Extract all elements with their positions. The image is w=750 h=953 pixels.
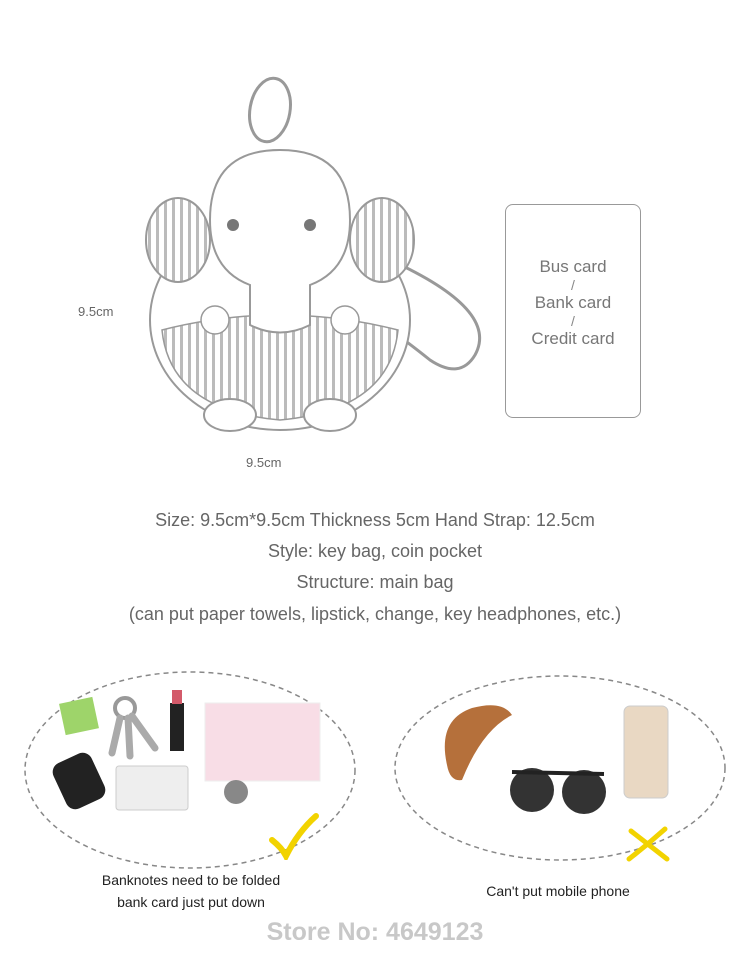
check-icon bbox=[268, 812, 320, 860]
spec-structure: Structure: main bag bbox=[296, 572, 454, 592]
card-separator: / bbox=[571, 277, 575, 293]
card-line-bank: Bank card bbox=[534, 293, 612, 312]
height-dimension: 9.5cm bbox=[78, 304, 114, 319]
left-caption-2: bank card just put down bbox=[117, 894, 265, 910]
cross-icon bbox=[625, 825, 671, 863]
spec-contents: (can put paper towels, lipstick, change, key headphones, etc.) bbox=[128, 604, 622, 624]
store-watermark: Store No: 4649123 bbox=[266, 918, 484, 946]
card-separator: / bbox=[571, 313, 575, 329]
right-panel-illustration bbox=[392, 670, 728, 866]
width-dimension: 9.5cm bbox=[246, 455, 282, 470]
card-line-credit: Credit card bbox=[531, 329, 615, 348]
card-line-bus: Bus card bbox=[539, 257, 607, 276]
card-compat-box bbox=[505, 204, 641, 418]
spec-style: Style: key bag, coin pocket bbox=[267, 541, 483, 561]
spec-size: Size: 9.5cm*9.5cm Thickness 5cm Hand Strap: 12.5cm bbox=[155, 510, 595, 530]
left-caption-1: Banknotes need to be folded bbox=[101, 872, 281, 888]
right-caption: Can't put mobile phone bbox=[486, 883, 630, 899]
bag-illustration bbox=[140, 70, 500, 440]
